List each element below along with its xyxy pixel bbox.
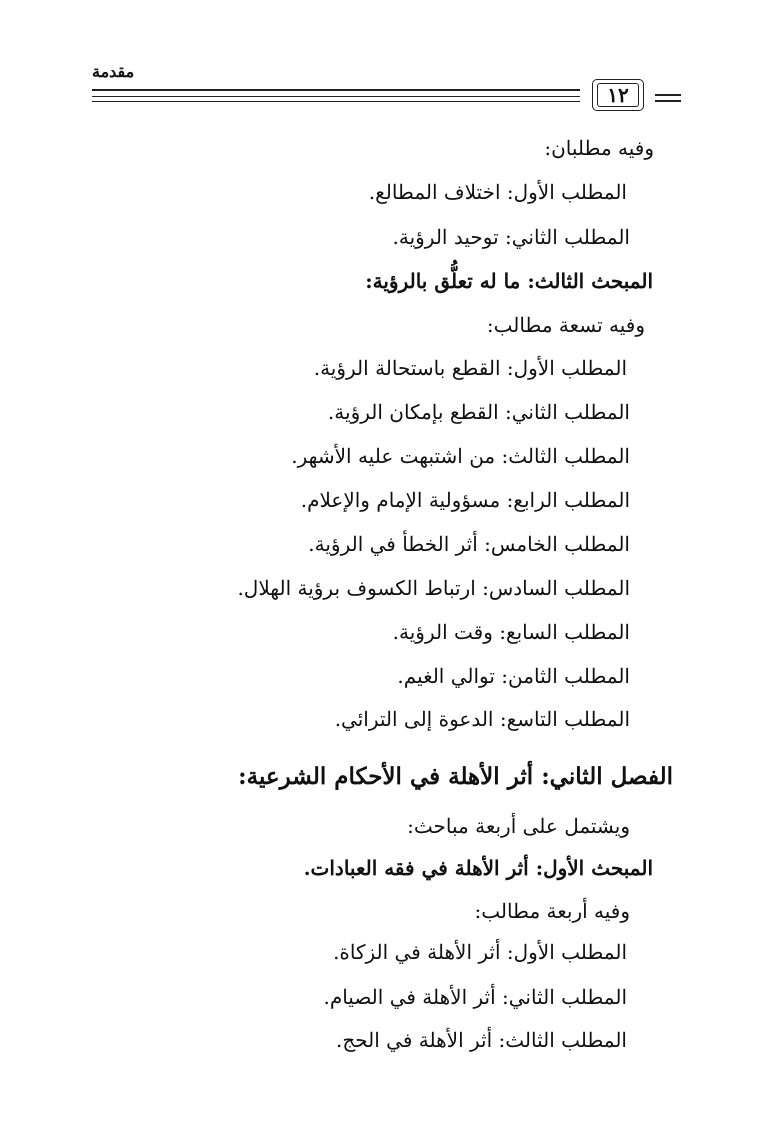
toc-line: المطلب الثامن: توالي الغيم. [397,664,630,688]
toc-line: المطلب الخامس: أثر الخطأ في الرؤية. [308,532,630,556]
toc-line: المطلب الثالث: أثر الأهلة في الحج. [336,1028,627,1052]
toc-line: وفيه تسعة مطالب: [486,313,645,337]
header-rule-top [92,89,580,91]
page-number: ١٢ [597,83,639,107]
header-rule-middle [92,96,580,97]
toc-line: المطلب الثالث: من اشتبهت عليه الأشهر. [291,444,630,468]
toc-line: ويشتمل على أربعة مباحث: [407,814,630,838]
toc-section-heading: المبحث الأول: أثر الأهلة في فقه العبادات. [303,856,653,880]
toc-line: المطلب الرابع: مسؤولية الإمام والإعلام. [300,488,630,512]
toc-line: وفيه أربعة مطالب: [474,899,630,923]
toc-line: المطلب الثاني: توحيد الرؤية. [392,225,630,249]
toc-line: المطلب الأول: اختلاف المطالع. [368,180,627,204]
page-number-dash-lower [655,100,681,102]
toc-line: المطلب الثاني: أثر الأهلة في الصيام. [323,985,627,1009]
page-number-dash-upper [655,94,681,96]
page-number-frame [592,79,644,111]
toc-section-heading: المبحث الثالث: ما له تعلُّق بالرؤية: [365,269,653,293]
toc-chapter-heading: الفصل الثاني: أثر الأهلة في الأحكام الشرعية: [238,763,673,790]
toc-line: وفيه مطلبان: [544,136,654,160]
toc-line: المطلب الثاني: القطع بإمكان الرؤية. [327,400,630,424]
running-header-title: مقدمة [92,62,135,81]
toc-line: المطلب الأول: القطع باستحالة الرؤية. [313,356,627,380]
toc-line: المطلب السابع: وقت الرؤية. [392,620,630,644]
toc-line: المطلب السادس: ارتباط الكسوف برؤية الهلال. [237,576,630,600]
toc-line: المطلب الأول: أثر الأهلة في الزكاة. [333,940,627,964]
toc-line: المطلب التاسع: الدعوة إلى الترائي. [334,707,630,731]
header-rule-bottom [92,101,580,102]
